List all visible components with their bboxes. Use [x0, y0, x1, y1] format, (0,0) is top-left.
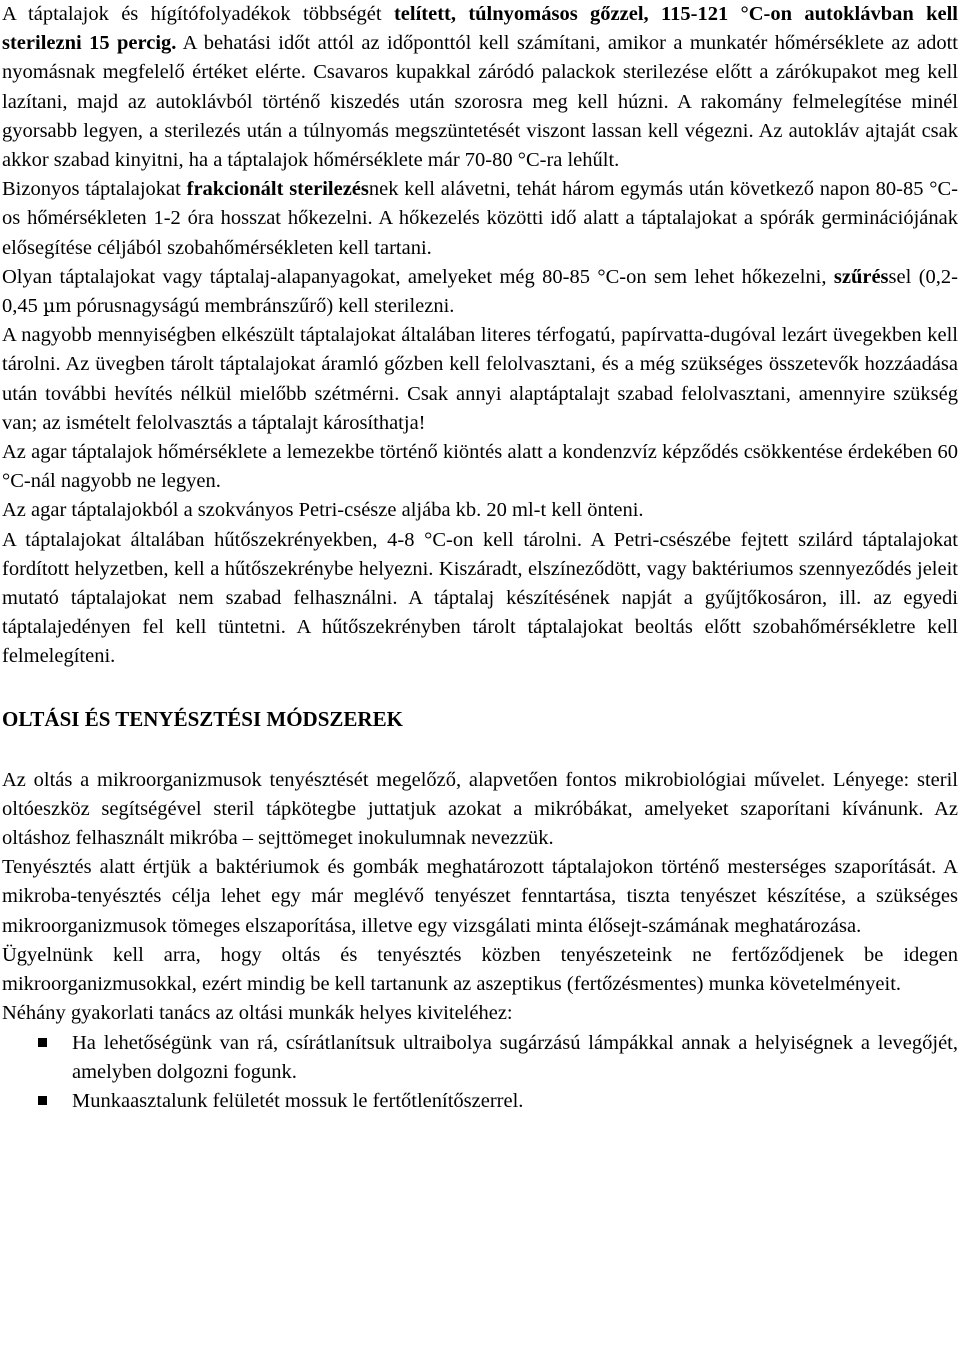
- text-run: A táptalajok és hígítófolyadékok többségét: [2, 3, 394, 25]
- paragraph-petri-volume: Az agar táptalajokból a szokványos Petri-csésze aljába kb. 20 ml-t kell önteni.: [2, 499, 644, 522]
- square-bullet-icon: [38, 1038, 47, 1047]
- paragraph-refrigeration: A táptalajokat általában hűtőszekrényekben, 4-8 °C-on kell tárolni. A Petri-csészébe fejtett szilárd táptalajokat fordított helyzetben, kell a hűtőszekrénybe helyezni. Kiszáradt, elszíneződött, vagy baktériumos szennyeződés jeleit mutató táptalajokat nem szabad felhasználni. A táptalaj készítésének napját a gyűjtőkosáron, ill. az egyedi táptalajedényen fel kell tüntetni. A hűtőszekrényben tárolt táptalajokat beoltás előtt szobahőmérsékletre kell felmelegíteni.: [2, 528, 958, 668]
- paragraph-agar-temperature: Az agar táptalajok hőmérséklete a lemezekbe történő kiöntés alatt a kondenzvíz képződés csökkentése érdekében 60 °C-nál nagyobb ne legyen.: [2, 441, 958, 493]
- text-run: Bizonyos táptalajokat: [2, 178, 187, 201]
- bold-run: szűrés: [833, 265, 889, 288]
- micro-symbol: µ: [43, 295, 56, 318]
- text-run: sel (0,2-0,45: [2, 265, 958, 318]
- bold-run: telített, túlnyomásos gőzzel, 115-121 °C-on autoklávban kell sterilezni 15 percig.: [2, 3, 958, 55]
- square-bullet-icon: [38, 1096, 47, 1105]
- text-run: A behatási időt attól az időponttól kell számítani, amikor a munkatér hőmérséklete az adott nyomásnak megfelelő értéket elérte. Csavaros kupakkal záródó palackok sterilezése előtt a zárókupakot meg kell lazítani, majd az autoklávból történő kiszedés után szorosra meg kell húzni. A rakomány felmelegítése minél gyorsabb legyen, a sterilezés után a túlnyomás megszüntetését viszont lassan kell végezni. Az autokláv ajtaját csak akkor szabad kinyitni, ha a táptalajok hőmérséklete már 70-80 °C-ra lehűlt.: [2, 32, 958, 172]
- list-item: [2, 1087, 958, 1116]
- paragraph-filtration: [2, 263, 958, 321]
- list-item-text: Ha lehetőségünk van rá, csírátlanítsuk ultraibolya sugárzású lámpákkal annak a helyiségnek a levegőjét, amelyben dolgozni fogunk.: [72, 1031, 958, 1083]
- tips-list: [2, 1029, 958, 1117]
- paragraph-storage-bottles: A nagyobb mennyiségben elkészült táptalajokat általában literes térfogatú, papírvatta-dugóval lezárt üvegekben kell tárolni. Az üvegben tárolt táptalajokat áramló gőzben kell felolvasztani, és a még szükséges összetevők hozzáadása után további hevítés nélkül mielőbb szétmérni. Csak annyi alaptáptalajt szabad felolvasztani, amennyire szükség van; az ismételt felolvasztás a táptalajt károsíthatja!: [2, 324, 958, 434]
- paragraph-aseptic: Ügyelnünk kell arra, hogy oltás és tenyésztés közben tenyészeteink ne fertőződjenek be idegen mikroorganizmusokkal, ezért mindig be kell tartanunk az aszeptikus (fertőzésmentes) munka követelményeit.: [2, 943, 958, 996]
- text-run: Olyan táptalajokat vagy táptalaj-alapanyagokat, amelyeket még 80-85 °C-on sem lehet hőkezelni,: [2, 265, 834, 288]
- paragraph-inoculation: Az oltás a mikroorganizmusok tenyésztését megelőző, alapvetően fontos mikrobiológiai művelet. Lényege: steril oltóeszköz segítségével steril tápkötegbe juttatjuk azokat a mikróbákat, amelyeket szaporítani kívánunk. Az oltáshoz felhasznált mikróba – sejttömeget inokulumnak nevezzük.: [2, 768, 958, 850]
- list-item: [2, 1029, 958, 1087]
- section-heading: OLTÁSI ÉS TENYÉSZTÉSI MÓDSZEREK: [2, 706, 403, 731]
- text-run: m pórusnagyságú membránszűrő) kell sterilezni.: [55, 295, 455, 318]
- paragraph-tips-intro: Néhány gyakorlati tanács az oltási munkák helyes kiviteléhez:: [2, 1002, 513, 1025]
- paragraph-cultivation: Tenyésztés alatt értjük a baktériumok és gombák meghatározott táptalajokon történő mesterséges szaporítását. A mikroba-tenyésztés célja lehet egy már meglévő tenyészet fenntartása, tiszta tenyészet készítése, a szükséges mikroorganizmusok tömeges elszaporítása, illetve egy vizsgálati minta élősejt-számának meghatározása.: [2, 856, 958, 937]
- paragraph-autoclave: [2, 0, 958, 175]
- paragraph-fractional-sterilization: [2, 175, 958, 263]
- text-run: nek kell alávetni, tehát három egymás után következő napon 80-85 °C-os hőmérsékleten 1-2 óra hosszat hőkezelni. A hőkezelés közötti idő alatt a táptalajokat a spórák germinációjának elősegítése céljából szobahőmérsékleten kell tartani.: [2, 178, 958, 259]
- list-item-text: Munkaasztalunk felületét mossuk le fertőtlenítőszerrel.: [72, 1089, 524, 1112]
- bold-run: frakcionált sterilezés: [186, 178, 369, 201]
